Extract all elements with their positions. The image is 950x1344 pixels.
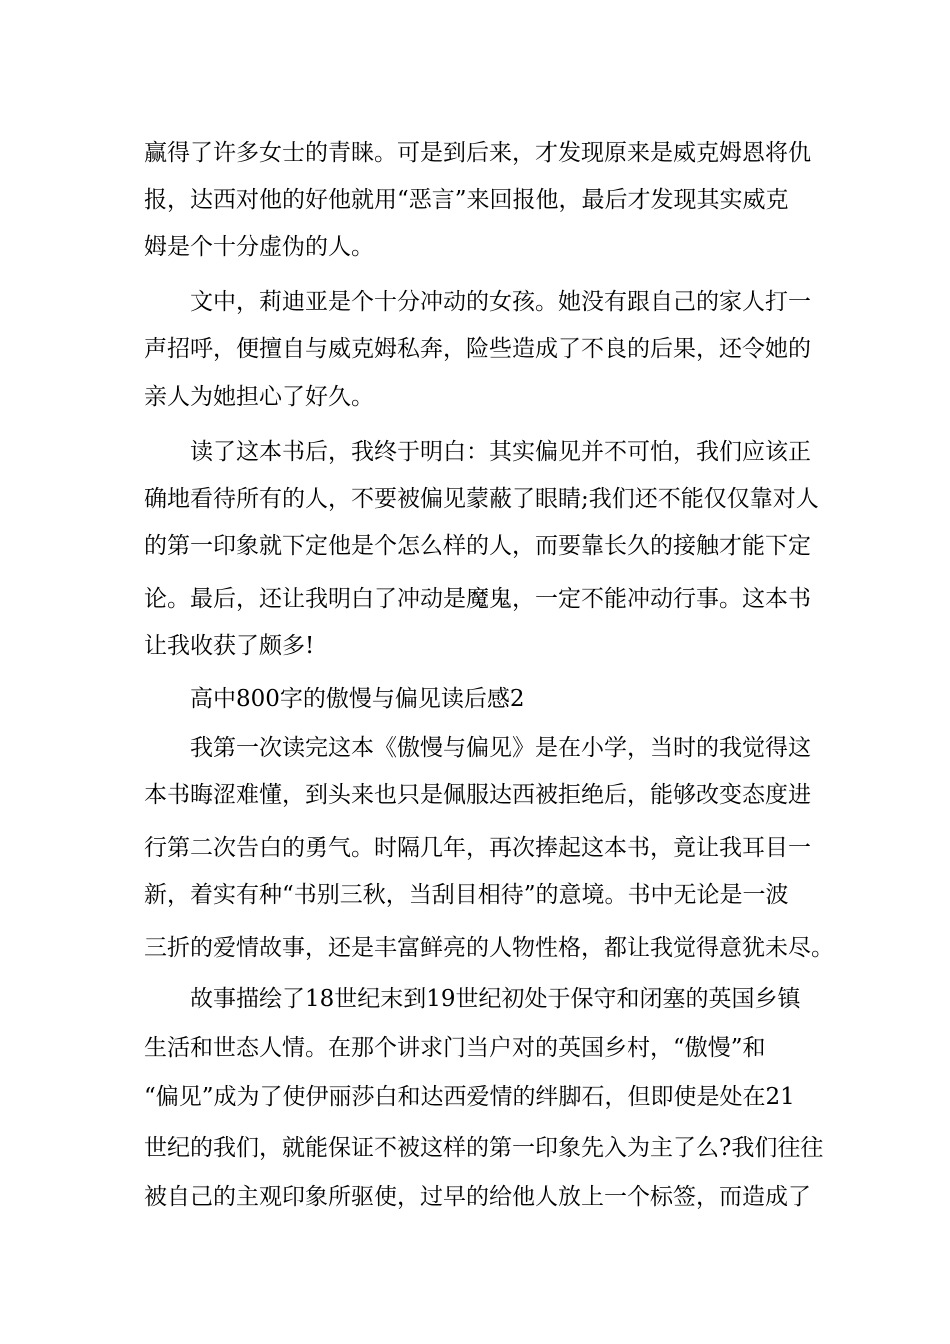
text-line: 确地看待所有的人，不要被偏见蒙蔽了眼睛;我们还不能仅仅靠对人 [144, 486, 819, 512]
text-line: 世纪的我们，就能保证不被这样的第一印象先入为主了么?我们往往 [144, 1135, 824, 1161]
text-line: “偏见”成为了使伊丽莎白和达西爱情的绊脚石，但即使是处在21 [144, 1084, 795, 1110]
text-line: 读了这本书后，我终于明白：其实偏见并不可怕，我们应该正 [144, 439, 811, 465]
text-line: 报，达西对他的好他就用“恶言”来回报他，最后才发现其实威克 [144, 187, 789, 213]
text-line: 行第二次告白的勇气。时隔几年，再次捧起这本书，竟让我耳目一 [144, 835, 811, 861]
text-line: 让我收获了颇多! [144, 633, 315, 659]
text-line: 被自己的主观印象所驱使，过早的给他人放上一个标签，而造成了 [144, 1184, 811, 1210]
text-line: 声招呼，便擅自与威克姆私奔，险些造成了不良的后果，还令她的 [144, 336, 811, 362]
text-line: 赢得了许多女士的青睐。可是到后来，才发现原来是威克姆恩将仇 [144, 140, 811, 166]
text-line: 论。最后，还让我明白了冲动是魔鬼，一定不能冲动行事。这本书 [144, 586, 811, 612]
text-line: 生活和世态人情。在那个讲求门当户对的英国乡村，“傲慢”和 [144, 1035, 766, 1061]
text-line: 新，着实有种“书别三秋，当刮目相待”的意境。书中无论是一波 [144, 882, 789, 908]
text-line: 故事描绘了18世纪末到19世纪初处于保守和闭塞的英国乡镇 [144, 986, 801, 1012]
text-line: 文中，莉迪亚是个十分冲动的女孩。她没有跟自己的家人打一 [144, 289, 811, 315]
text-line: 我第一次读完这本《傲慢与偏见》是在小学，当时的我觉得这 [144, 735, 811, 761]
text-line: 姆是个十分虚伪的人。 [144, 234, 374, 260]
text-line: 亲人为她担心了好久。 [144, 384, 374, 410]
text-line: 高中800字的傲慢与偏见读后感2 [144, 686, 525, 712]
text-line: 本书晦涩难懂，到头来也只是佩服达西被拒绝后，能够改变态度进 [144, 782, 811, 808]
text-line: 三折的爱情故事，还是丰富鲜亮的人物性格，都让我觉得意犹未尽。 [144, 935, 834, 961]
text-line: 的第一印象就下定他是个怎么样的人，而要靠长久的接触才能下定 [144, 533, 811, 559]
